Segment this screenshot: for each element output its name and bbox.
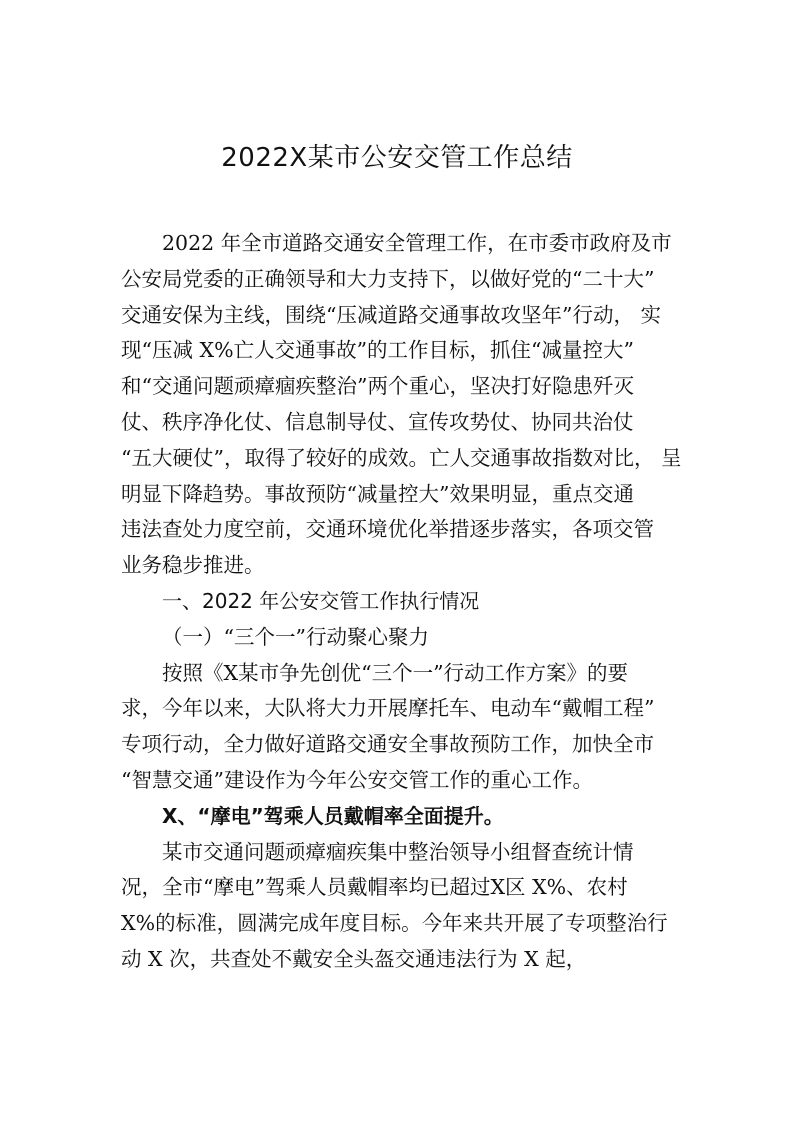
- text-line: 公安局党委的正确领导和大力支持下，以做好党的“二十大”: [121, 266, 655, 291]
- text-line: “智慧交通”建设作为今年公安交管工作的重心工作。: [121, 767, 593, 792]
- text-line: 交通安保为主线，围绕“压减道路交通事故攻坚年”行动， 实: [121, 302, 661, 327]
- text-line: 现“压减 X%亡人交通事故”的工作目标，抓住“减量控大”: [121, 338, 635, 363]
- text-line: 2022 年全市道路交通安全管理工作，在市委市政府及市: [162, 231, 672, 255]
- document-body: [121, 226, 682, 978]
- subsection-heading: （一）“三个一”行动聚心聚力: [162, 624, 429, 649]
- text-line: “五大硬仗”，取得了较好的成效。亡人交通事故指数对比， 呈: [121, 445, 682, 470]
- text-line: 仗、秩序净化仗、信息制导仗、宣传攻势仗、协同共治仗: [121, 409, 634, 434]
- text-line: 违法查处力度空前，交通环境优化举措逐步落实，各项交管: [121, 517, 654, 542]
- text-line: 求，今年以来，大队将大力开展摩托车、电动车“戴帽工程”: [121, 696, 655, 721]
- text-line: 某市交通问题顽瘴痼疾集中整治领导小组督查统计情: [162, 839, 634, 864]
- document-title: 2022X某市公安交管工作总结: [221, 143, 573, 173]
- paragraph-plan: [121, 656, 677, 799]
- section-heading-1: 一、2022 年公安交管工作执行情况: [162, 588, 480, 613]
- text-line: 按照《X某市争先创优“三个一”行动工作方案》的要: [162, 660, 629, 685]
- text-line: 业务稳步推进。: [121, 553, 265, 578]
- text-line: 明显下降趋势。事故预防“减量控大”效果明显，重点交通: [121, 481, 634, 506]
- text-line: 专项行动，全力做好道路交通安全事故预防工作，加快全市: [121, 732, 654, 757]
- paragraph-helmet: [121, 835, 677, 978]
- text-line: 况，全市“摩电”驾乘人员戴帽率均已超过X区 X%、农村: [121, 875, 628, 900]
- text-line: 动 X 次，共查处不戴安全头盔交通违法行为 X 起，: [121, 946, 587, 971]
- paragraph-intro: [121, 226, 682, 584]
- text-line: 和“交通问题顽瘴痼疾整治”两个重心，坚决打好隐患歼灭: [121, 374, 634, 399]
- point-heading: X、“摩电”驾乘人员戴帽率全面提升。: [162, 803, 504, 828]
- text-line: X%的标准，圆满完成年度目标。今年来共开展了专项整治行: [121, 911, 668, 936]
